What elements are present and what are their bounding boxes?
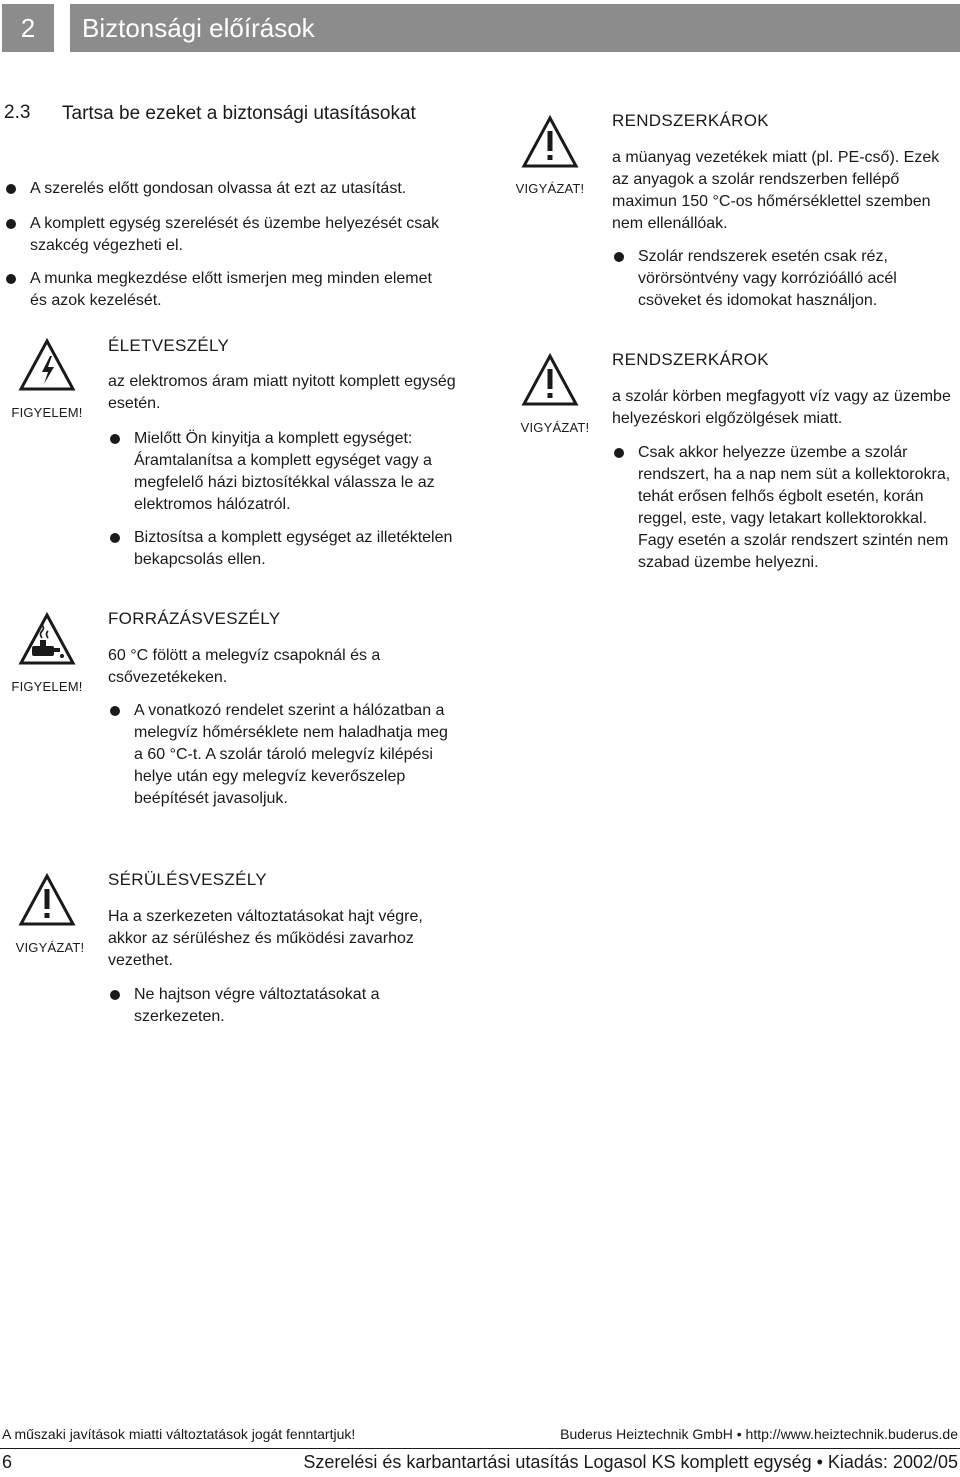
intro-bullet: A szerelés előtt gondosan olvassa át ezt az utasítást. [4,178,464,200]
system1-heading: RENDSZERKÁROK [612,111,769,130]
electric-bullet: Biztosítsa a komplett egységet az illetéktelen bekapcsolás ellen. [108,527,458,571]
electric-bullet: Mielőtt Ön kinyitja a komplett egységet: Áramtalanítsa a komplett egységet vagy a megfelelő házi biztosítékkal válassza le az elektromos hálózatról. [108,428,458,516]
scald-text: 60 °C fölött a melegvíz csapoknál és a csővezetékeken. [108,647,381,686]
warning-triangle-icon [521,115,579,169]
system2-heading: RENDSZERKÁROK [612,350,769,369]
scald-label: FIGYELEM! [11,679,83,694]
bullet-dot [614,252,624,262]
footer-company: Buderus Heiztechnik GmbH • http://www.heiztechnik.buderus.de [560,1426,958,1442]
page-number: 6 [2,1452,13,1472]
electric-hazard-icon [18,338,76,392]
chapter-title: Biztonsági előírások [70,4,960,52]
injury-heading: SÉRÜLÉSVESZÉLY [108,870,267,889]
warning-triangle-icon [18,873,76,927]
scald-heading: FORRÁZÁSVESZÉLY [108,609,281,628]
system1-bullet: Szolár rendszerek esetén csak réz, vörörsöntvény vagy korrózióálló acél csöveket és idomokat használjon. [612,246,942,312]
injury-label: VIGYÁZAT! [15,940,85,955]
bullet-dot [110,990,120,1000]
chapter-number: 2 [2,4,54,52]
injury-bullet: Ne hajtson végre változtatásokat a szerkezeten. [108,984,448,1028]
electric-label: FIGYELEM! [11,405,83,420]
bullet-dot [110,434,120,444]
intro-bullet: A komplett egység szerelését és üzembe helyezését csak szakcég végezheti el. [4,213,464,257]
system1-label: VIGYÁZAT! [515,181,585,196]
system2-text: a szolár körben megfagyott víz vagy az üzembe helyezéskori elgőzölgések miatt. [612,388,951,427]
system1-text: a müanyag vezetékek miatt (pl. PE-cső). Ezek az anyagok a szolár rendszerben fellépő maximun 150 °C-os hőmérséklettel szemben nem ellenállóak. [612,149,940,232]
system2-bullet: Csak akkor helyezze üzembe a szolár rendszert, ha a nap nem süt a kollektorokra, tehát erősen felhős égbolt esetén, korán reggel, este, vagy letakart kollektorokkal. Fagy esetén a szolár rendszert szintén nem szabad üzembe helyezni. [612,442,957,574]
section-title: Tartsa be ezeket a biztonsági utasításokat [62,103,416,124]
bullet-dot [110,533,120,543]
system2-label: VIGYÁZAT! [520,420,590,435]
bullet-dot [614,448,624,458]
bullet-dot [6,219,16,229]
injury-text: Ha a szerkezeten változtatásokat hajt végre, akkor az sérüléshez és működési zavarhoz vezethet. [108,908,423,969]
electric-text: az elektromos áram miatt nyitott komplett egység esetén. [108,373,456,412]
bullet-dot [110,706,120,716]
bullet-dot [6,274,16,284]
warning-triangle-icon [521,353,579,407]
footer-doc-title: Szerelési és karbantartási utasítás Logasol KS komplett egység • Kiadás: 2002/05 [303,1452,958,1472]
section-number: 2.3 [4,102,31,123]
hot-water-hazard-icon [18,612,76,666]
footer-rule [0,1448,960,1449]
footer-disclaimer: A műszaki javítások miatti változtatások jogát fenntartjuk! [2,1426,356,1442]
electric-heading: ÉLETVESZÉLY [108,336,230,355]
bullet-dot [6,184,16,194]
scald-bullet: A vonatkozó rendelet szerint a hálózatban a melegvíz hőmérséklete nem haladhatja meg a 60 °C-t. A szolár tároló melegvíz kilépési helye után egy melegvíz keverőszelep beépítését javasoljuk. [108,700,458,810]
intro-bullet: A munka megkezdése előtt ismerjen meg minden elemet és azok kezelését. [4,268,444,312]
